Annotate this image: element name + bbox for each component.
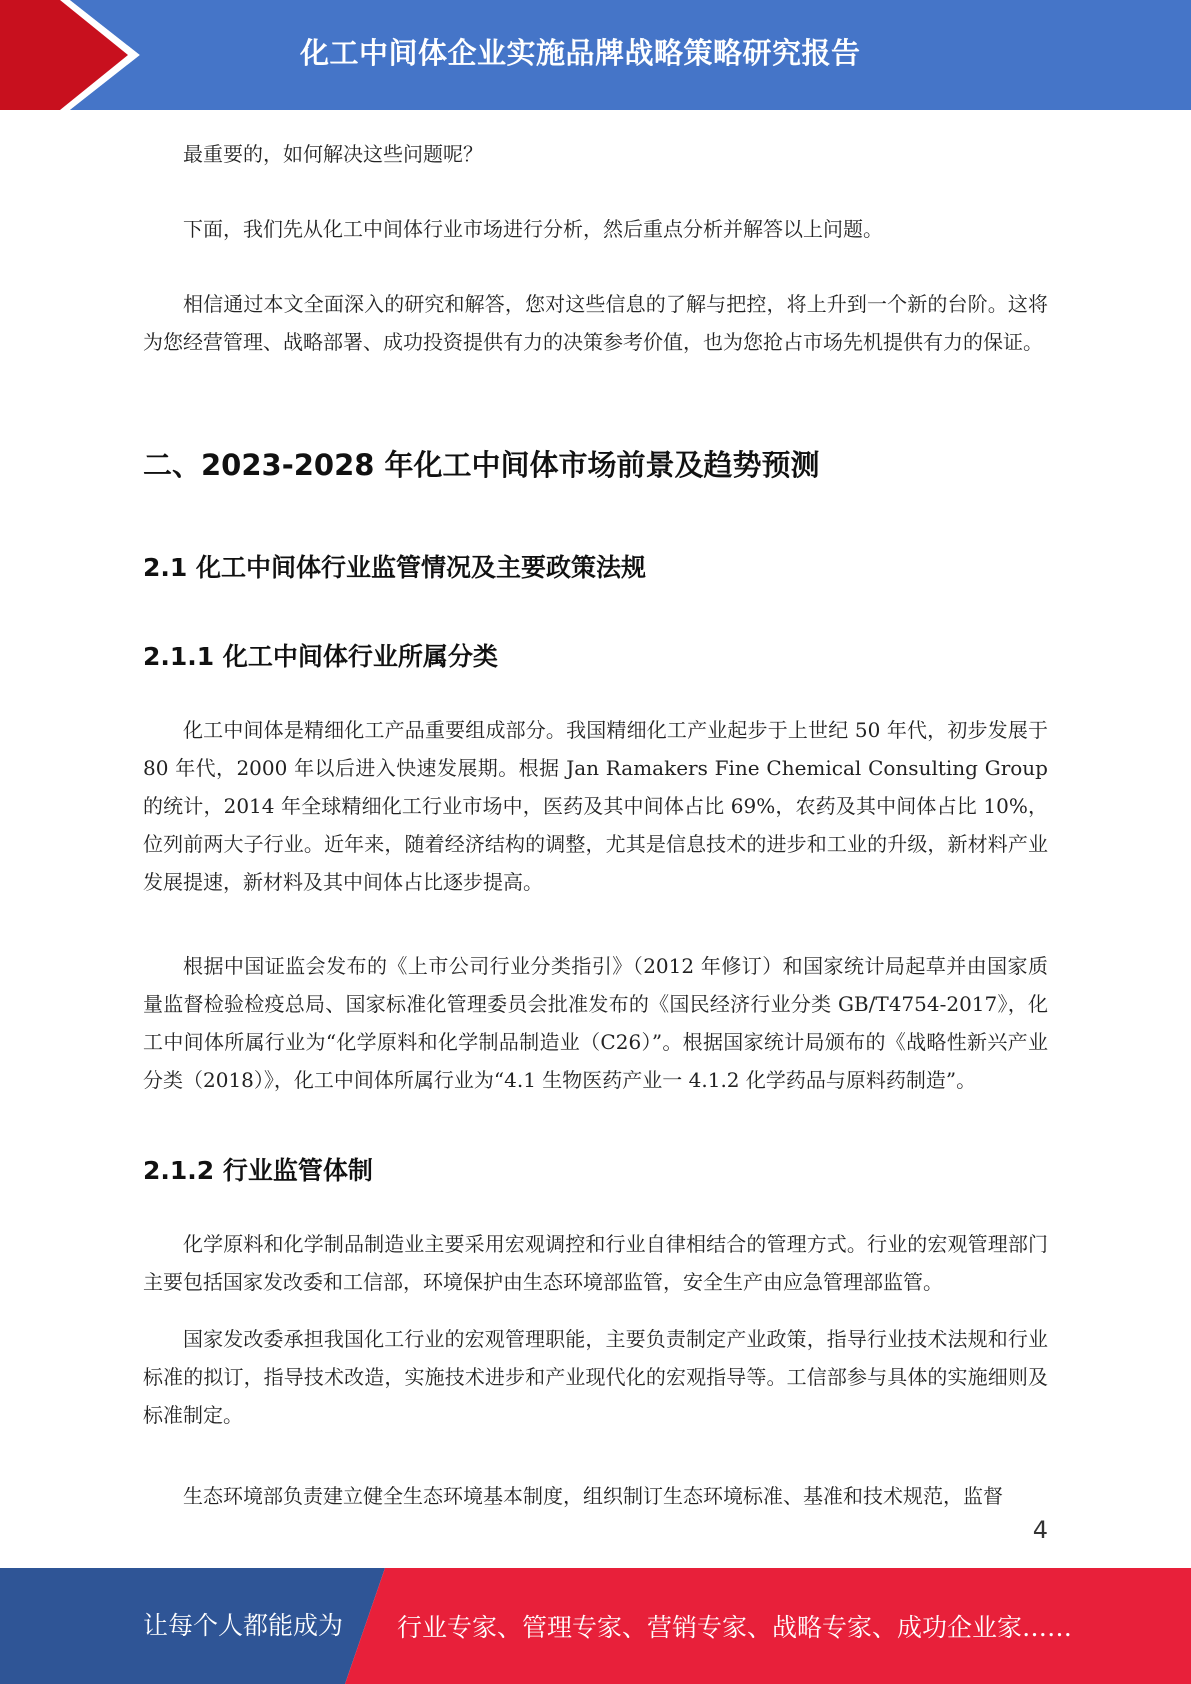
footer-slogan-left: 让每个人都能成为 — [143, 1611, 344, 1640]
paragraph: 化工中间体是精细化工产品重要组成部分。我国精细化工产业起步于上世纪 50 年代，初步发展于 80 年代，2000 年以后进入快速发展期。根据 Jan Ramakers Fine Chemical Consulting Group 的统计，2014 年全球精细化工行业市场中，医药及其中间体占比 69%，农药及其中间体占比 10%，位列前两大子行业。近年来，随着经济结构的调整，尤其是信息技术的进步和工业的升级，新材料产业发展提速，新材料及其中间体占比逐步提高。 — [143, 718, 1048, 894]
subsection-heading: 2.1.2 行业监管体制 — [143, 1156, 373, 1185]
section-heading: 二、2023-2028 年化工中间体市场前景及趋势预测 — [143, 448, 820, 482]
header-title: 化工中间体企业实施品牌战略策略研究报告 — [300, 36, 861, 70]
subsection-heading: 2.1 化工中间体行业监管情况及主要政策法规 — [143, 553, 646, 582]
paragraph: 化学原料和化学制品制造业主要采用宏观调控和行业自律相结合的管理方式。行业的宏观管理部门主要包括国家发改委和工信部，环境保护由生态环境部监管，安全生产由应急管理部监管。 — [143, 1232, 1048, 1294]
paragraph: 根据中国证监会发布的《上市公司行业分类指引》（2012 年修订）和国家统计局起草并由国家质量监督检验检疫总局、国家标准化管理委员会批准发布的《国民经济行业分类 GB/T4754-2017》，化工中间体所属行业为“化学原料和化学制品制造业（C26）”。根据国家统计局颁布的《战略性新兴产业分类（2018）》，化工中间体所属行业为“4.1 生物医药产业一 4.1.2 化学药品与原料药制造”。 — [143, 954, 1048, 1092]
footer-slogan-right: 行业专家、管理专家、营销专家、战略专家、成功企业家…… — [397, 1613, 1073, 1642]
subsection-heading: 2.1.1 化工中间体行业所属分类 — [143, 642, 498, 671]
page-header — [0, 0, 1191, 110]
paragraph: 国家发改委承担我国化工行业的宏观管理职能，主要负责制定产业政策，指导行业技术法规和行业标准的拟订，指导技术改造，实施技术进步和产业现代化的宏观指导等。工信部参与具体的实施细则及标准制定。 — [143, 1327, 1048, 1427]
page-footer — [0, 1568, 1191, 1684]
paragraph: 最重要的，如何解决这些问题呢？ — [183, 142, 483, 166]
paragraph: 相信通过本文全面深入的研究和解答，您对这些信息的了解与把控，将上升到一个新的台阶。这将为您经营管理、战略部署、成功投资提供有力的决策参考价值，也为您抢占市场先机提供有力的保证。 — [143, 292, 1048, 354]
page-number: 4 — [1032, 1516, 1048, 1544]
paragraph: 生态环境部负责建立健全生态环境基本制度，组织制订生态环境标准、基准和技术规范，监督 — [183, 1484, 1003, 1508]
paragraph: 下面，我们先从化工中间体行业市场进行分析，然后重点分析并解答以上问题。 — [183, 217, 883, 241]
